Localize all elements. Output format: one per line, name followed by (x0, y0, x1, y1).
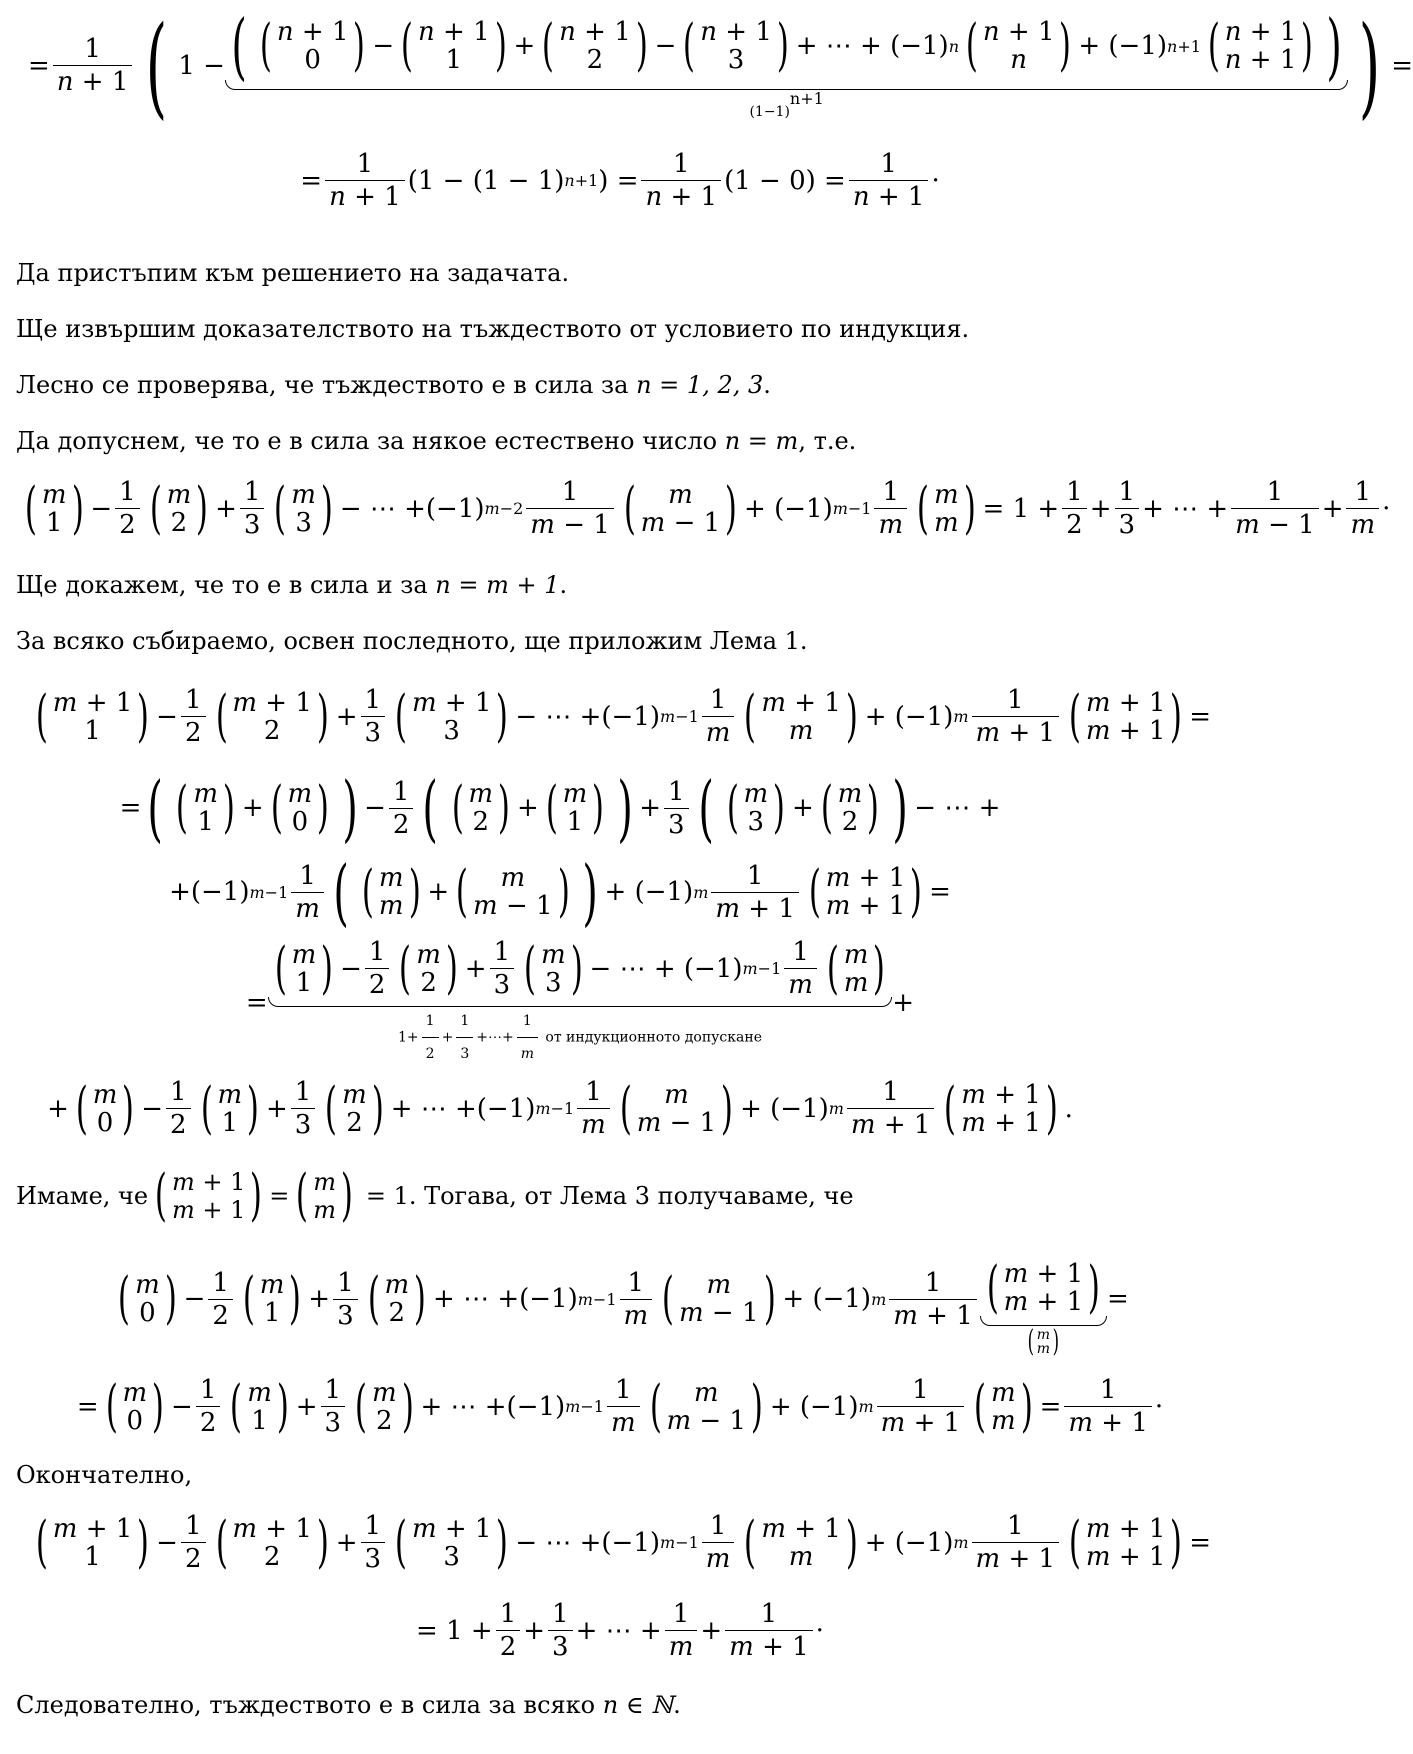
paragraph-4-text: Да допуснем, че то е в сила за някое естествено число (16, 427, 725, 455)
underbrace-3-label: ( m m ) (1027, 1324, 1060, 1359)
paragraph-2: Ще извършим доказателството на тъждеството от условието по индукция. (16, 315, 970, 343)
paragraph-7: Имаме, че ( m + 1 m + 1 ) = ( m m ) = 1. Тогава, от Лема 3 получаваме, че (16, 1163, 854, 1228)
equation-9: ( m 0 ) − 1 2 ( m 1 ) + 1 3 ( m 2 ) + ⋯ +(−1) m−1 1 m ( m m − 1 ) + (−1) m 1 m + 1 ( m + 1 m + 1 ) ( m m ) = (118, 1255, 1129, 1359)
equation-6: +(−1) m−1 1 m ( ( m m ) + ( m m − 1 ) ) + (−1) m 1 m + 1 ( m + 1 m + 1 ) = (169, 850, 951, 934)
paragraph-9-end: . (673, 1691, 681, 1719)
paragraph-7-text: Имаме, че (16, 1182, 149, 1210)
paragraph-6: За всяко събираемо, освен последното, ще приложим Лема 1. (16, 627, 808, 655)
equation-4: ( m + 1 1 ) − 1 2 ( m + 1 2 ) + 1 3 ( m + 1 3 ) − ⋯ +(−1) m−1 1 m ( m + 1 m ) + (−1) m 1 m + 1 ( m + 1 m + 1 ) = (35, 683, 1212, 749)
paragraph-7-tail: = 1. Тогава, от Лема 3 получаваме, че (365, 1182, 854, 1210)
paragraph-9-text: Следователно, тъждеството е в сила за всяко (16, 1691, 603, 1719)
paragraph-9-math: n ∈ ℕ (602, 1691, 674, 1719)
paragraph-9 (16, 1690, 681, 1720)
equation-10: = ( m 0 ) − 1 2 ( m 1 ) + 1 3 ( m 2 ) + ⋯ +(−1) m−1 1 m ( m m − 1 ) + (−1) m 1 m + 1 ( m m ) = 1 m + 1 · (76, 1373, 1164, 1439)
paragraph-3-math: n = 1, 2, 3 (636, 371, 764, 399)
equation-8: + ( m 0 ) − 1 2 ( m 1 ) + 1 3 ( m 2 ) + ⋯ +(−1) m−1 1 m ( m m − 1 ) + (−1) m 1 m + 1 ( m + 1 m + 1 ) . (47, 1075, 1073, 1141)
underbrace-2-label: 1+ $\frac{1}{2}$ + $\frac{1}{3}$ +⋯+ $\frac{1}{m}$ от индукционното допускане (398, 1007, 762, 1068)
paragraph-5-math: n = m + 1 (435, 571, 560, 599)
equation-5: = ( ( m 1 ) + ( m 0 ) ) − 1 2 ( ( m 2 ) + ( m 1 ) ) + 1 3 ( ( m 3 ) + ( m 2 ) ) − ⋯ + (119, 766, 1001, 850)
equation-7: = ( m 1 ) − 1 2 ( m 2 ) + 1 3 ( m 3 ) − ⋯ + (−1) m−1 1 m ( m m ) 1+ $\frac{1}{2}$ + $\frac{1}{3}$ +⋯+ $\frac{1}{m}$ от индукционното допускане + (0, 938, 1200, 1068)
paragraph-5-text: Ще докажем, че то е в сила и за (16, 571, 436, 599)
equation-3: ( m 1 ) − 1 2 ( m 2 ) + 1 3 ( m 3 ) − ⋯ +(−1) m−2 1 m − 1 ( m m − 1 ) + (−1) m−1 1 m ( m m ) = 1 + 1 2 + 1 3 + ⋯ + 1 m − 1 + 1 m · (24, 475, 1391, 541)
equation-2: = 1 n + 1 (1 − (1 − 1) n+1 ) = 1 n + 1 (1 − 0) = 1 n + 1 · (300, 149, 940, 212)
equation-1: = 1 n + 1 ( 1 − ( ( n + 1 0 ) − ( n + 1 1 ) + ( n + 1 2 ) − ( n + 1 3 ) + ⋯ + (−1) n ( n + 1 n ) + (−1) n+1 ( n + 1 n + 1 ) ) $(1-1)^{n+1}$ ) = (28, 1, 1413, 130)
paragraph-3-end: . (763, 371, 771, 399)
paragraph-3-text: Лесно се проверява, че тъждеството е в сила за (16, 371, 637, 399)
paragraph-4-end: , т.е. (798, 427, 857, 455)
underbrace-1 (225, 80, 1348, 90)
paragraph-5 (16, 570, 567, 600)
paragraph-5-end: . (559, 571, 568, 599)
paragraph-3 (16, 370, 771, 400)
paragraph-4 (16, 426, 856, 456)
paragraph-8: Окончателно, (16, 1461, 193, 1489)
equation-12: = 1 + 1 2 + 1 3 + ⋯ + 1 m + 1 m + 1 · (416, 1599, 824, 1662)
paragraph-1: Да пристъпим към решението на задачата. (16, 259, 570, 287)
underbrace-1-label: $(1-1)^{n+1}$ (749, 89, 824, 120)
paragraph-4-math: n = m (724, 427, 799, 455)
equation-11: ( m + 1 1 ) − 1 2 ( m + 1 2 ) + 1 3 ( m + 1 3 ) − ⋯ +(−1) m−1 1 m ( m + 1 m ) + (−1) m 1 m + 1 ( m + 1 m + 1 ) = (35, 1509, 1212, 1575)
